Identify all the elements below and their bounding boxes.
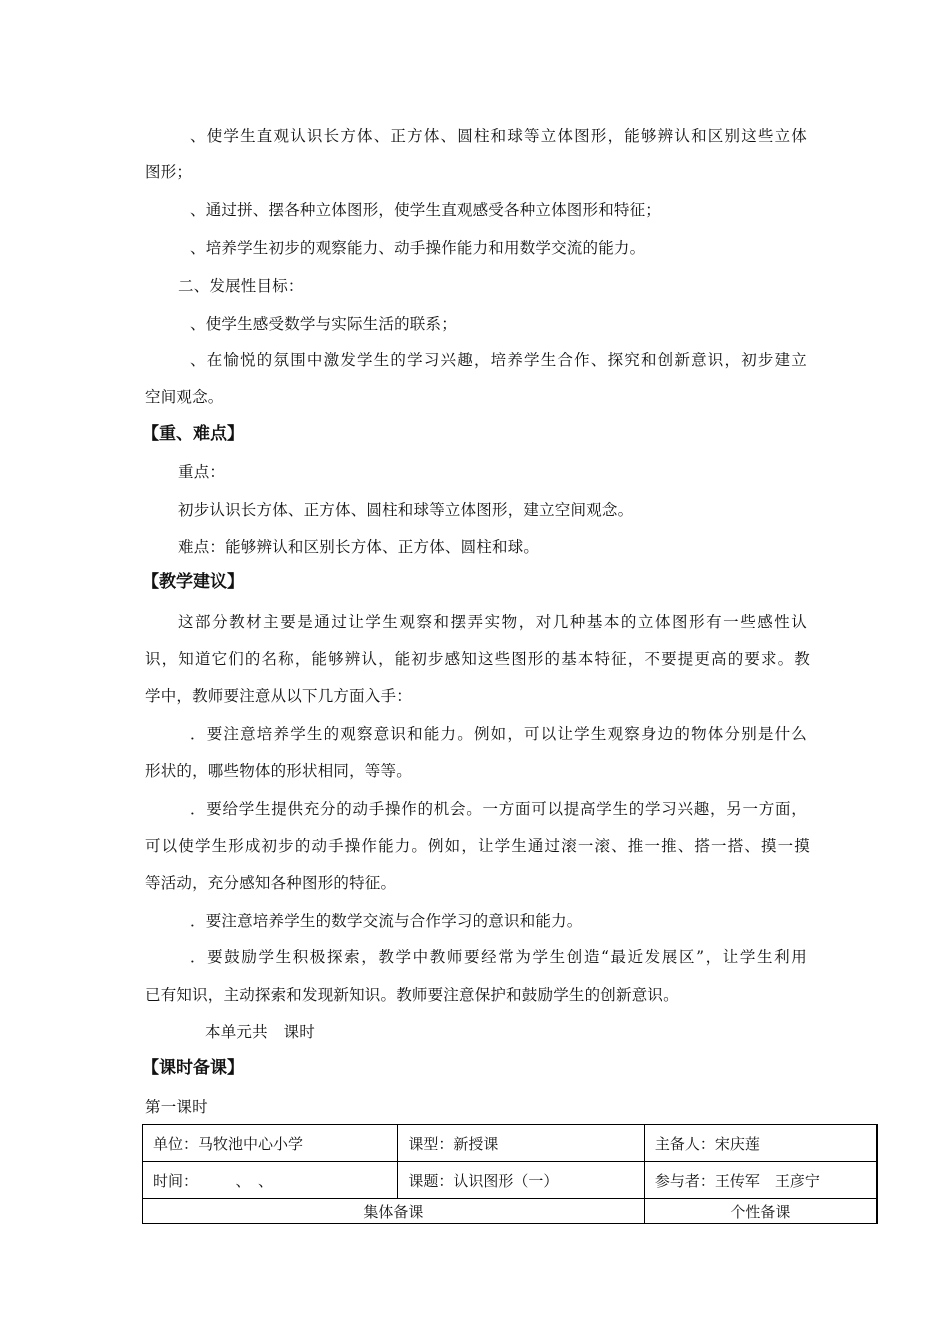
table-row bbox=[143, 1199, 878, 1224]
suggestions-intro-line-1: 这部分教材主要是通过让学生观察和摆弄实物，对几种基本的立体图形有一些感性认 bbox=[178, 613, 807, 631]
table-row bbox=[143, 1162, 878, 1199]
topic-cell: 课题：认识图形（一） bbox=[398, 1162, 644, 1199]
development-goal-2-line-2: 空间观念。 bbox=[145, 388, 224, 406]
time-cell: 时间： 、 、 bbox=[143, 1162, 398, 1199]
suggestions-intro-line-3: 学中，教师要注意从以下几方面入手： bbox=[145, 687, 412, 705]
suggestion-2-line-1: ．要给学生提供充分的动手操作的机会。一方面可以提高学生的学习兴趣，另一方面， bbox=[190, 800, 807, 818]
teaching-suggestions-heading: 【教学建议】 bbox=[142, 572, 244, 592]
difficult-point: 难点：能够辨认和区别长方体、正方体、圆柱和球。 bbox=[178, 538, 540, 556]
key-point-label: 重点： bbox=[178, 463, 226, 481]
table-row bbox=[143, 1125, 878, 1162]
collective-prep-header: 集体备课 bbox=[143, 1199, 645, 1224]
suggestion-1-line-1: ．要注意培养学生的观察意识和能力。例如，可以让学生观察身边的物体分别是什么 bbox=[190, 725, 807, 743]
key-point-text: 初步认识长方体、正方体、圆柱和球等立体图形，建立空间观念。 bbox=[178, 501, 634, 519]
suggestion-4-line-1: ．要鼓励学生积极探索，教学中教师要经常为学生创造“最近发展区”，让学生利用 bbox=[190, 948, 807, 966]
lesson-type-cell: 课型：新授课 bbox=[398, 1125, 644, 1162]
development-goals-title: 二、发展性目标： bbox=[178, 277, 304, 295]
goal-item-1-line-2: 图形； bbox=[145, 163, 193, 181]
unit-hours: 本单元共 课时 bbox=[205, 1023, 315, 1041]
suggestion-4-line-2: 已有知识，主动探索和发现新知识。教师要注意保护和鼓励学生的创新意识。 bbox=[145, 986, 679, 1004]
development-goal-2-line-1: 、在愉悦的氛围中激发学生的学习兴趣，培养学生合作、探究和创新意识，初步建立 bbox=[190, 351, 807, 369]
suggestions-intro-line-2: 识，知道它们的名称，能够辨认，能初步感知这些图形的基本特征，不要提更高的要求。教 bbox=[145, 650, 810, 668]
lesson-prep-heading: 【课时备课】 bbox=[142, 1058, 244, 1078]
lesson-info-table bbox=[142, 1124, 878, 1224]
development-goal-1: 、使学生感受数学与实际生活的联系； bbox=[190, 315, 457, 333]
lead-preparer-cell: 主备人：宋庆莲 bbox=[644, 1125, 877, 1162]
goal-item-1-line-1: 、使学生直观认识长方体、正方体、圆柱和球等立体图形，能够辨认和区别这些立体 bbox=[190, 127, 807, 145]
participants-cell: 参与者：王传军 王彦宁 bbox=[644, 1162, 877, 1199]
goal-item-2: 、通过拼、摆各种立体图形，使学生直观感受各种立体图形和特征； bbox=[190, 201, 662, 219]
unit-cell: 单位：马牧池中心小学 bbox=[143, 1125, 398, 1162]
first-lesson-label: 第一课时 bbox=[145, 1098, 208, 1116]
suggestion-2-line-3: 等活动，充分感知各种图形的特征。 bbox=[145, 874, 397, 892]
suggestion-2-line-2: 可以使学生形成初步的动手操作能力。例如，让学生通过滚一滚、推一推、搭一搭、摸一摸 bbox=[145, 837, 810, 855]
suggestion-3: ．要注意培养学生的数学交流与合作学习的意识和能力。 bbox=[190, 912, 583, 930]
suggestion-1-line-2: 形状的，哪些物体的形状相同，等等。 bbox=[145, 762, 412, 780]
goal-item-3: 、培养学生初步的观察能力、动手操作能力和用数学交流的能力。 bbox=[190, 239, 646, 257]
personal-prep-header: 个性备课 bbox=[644, 1199, 877, 1224]
key-points-heading: 【重、难点】 bbox=[142, 424, 244, 444]
